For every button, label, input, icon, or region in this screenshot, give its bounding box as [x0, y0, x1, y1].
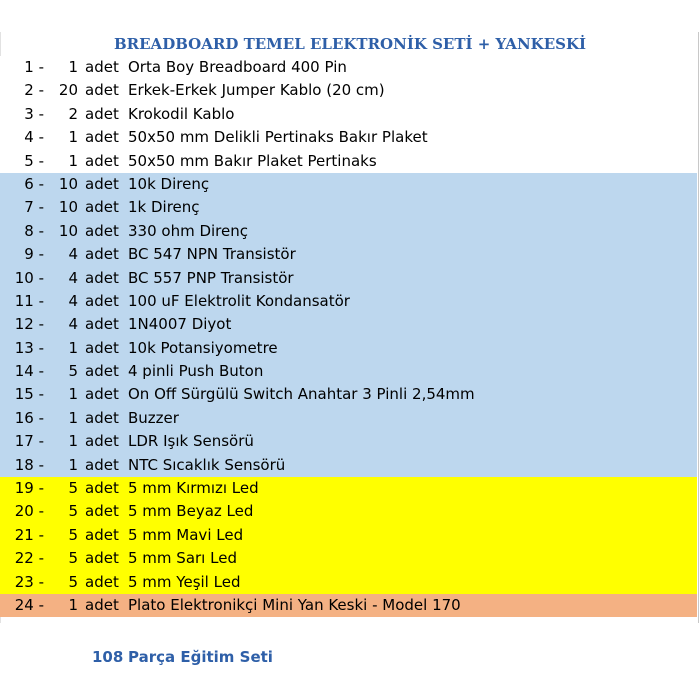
item-number: 19 - — [14, 479, 44, 498]
item-description: Orta Boy Breadboard 400 Pin — [128, 58, 347, 76]
item-unit: adet — [85, 408, 119, 427]
list-item — [0, 196, 697, 219]
item-description: 5 mm Yeşil Led — [128, 572, 241, 591]
item-quantity: 1 — [68, 58, 78, 76]
item-number: 2 - — [24, 81, 44, 100]
item-quantity: 1 — [68, 432, 78, 451]
item-number: 22 - — [14, 549, 44, 568]
item-quantity: 10 — [58, 174, 78, 193]
list-item — [0, 383, 697, 406]
list-item — [0, 150, 697, 173]
item-unit: adet — [85, 174, 119, 193]
item-number: 1 - — [24, 58, 44, 76]
item-number: 8 - — [24, 221, 44, 240]
item-quantity: 1 — [68, 385, 78, 404]
list-item — [0, 430, 697, 453]
list-item — [0, 454, 697, 477]
item-quantity: 1 — [68, 595, 78, 614]
list-item — [0, 594, 697, 617]
item-description: 1k Direnç — [128, 198, 200, 217]
list-item — [0, 79, 697, 102]
item-number: 24 - — [14, 595, 44, 614]
item-description: LDR Işık Sensörü — [128, 432, 254, 451]
item-number: 6 - — [24, 174, 44, 193]
item-quantity: 1 — [68, 455, 78, 474]
item-quantity: 4 — [68, 245, 78, 264]
total-count: 108 — [92, 648, 124, 666]
item-list — [0, 56, 697, 617]
item-number: 16 - — [14, 408, 44, 427]
list-item — [0, 571, 697, 594]
item-quantity: 20 — [58, 81, 78, 100]
item-unit: adet — [85, 595, 119, 614]
item-number: 17 - — [14, 432, 44, 451]
item-description: 5 mm Beyaz Led — [128, 502, 254, 521]
list-item — [0, 337, 697, 360]
item-description: Krokodil Kablo — [128, 104, 235, 123]
item-number: 7 - — [24, 198, 44, 217]
item-description: BC 557 PNP Transistör — [128, 268, 294, 287]
item-unit: adet — [85, 291, 119, 310]
item-description: BC 547 NPN Transistör — [128, 245, 296, 264]
item-description: Buzzer — [128, 408, 179, 427]
item-unit: adet — [85, 81, 119, 100]
item-number: 3 - — [24, 104, 44, 123]
item-number: 20 - — [14, 502, 44, 521]
item-description: 5 mm Kırmızı Led — [128, 479, 259, 498]
item-number: 12 - — [14, 315, 44, 334]
item-number: 18 - — [14, 455, 44, 474]
list-item — [0, 290, 697, 313]
list-item — [0, 103, 697, 126]
item-number: 13 - — [14, 338, 44, 357]
item-unit: adet — [85, 58, 119, 76]
item-description: 330 ohm Direnç — [128, 221, 248, 240]
list-item — [0, 126, 697, 149]
item-unit: adet — [85, 549, 119, 568]
item-unit: adet — [85, 455, 119, 474]
item-unit: adet — [85, 315, 119, 334]
item-description: 50x50 mm Delikli Pertinaks Bakır Plaket — [128, 128, 428, 147]
item-description: On Off Sürgülü Switch Anahtar 3 Pinli 2,54mm — [128, 385, 475, 404]
item-quantity: 5 — [68, 525, 78, 544]
item-unit: adet — [85, 502, 119, 521]
item-description: 5 mm Sarı Led — [128, 549, 237, 568]
list-item — [0, 360, 697, 383]
item-unit: adet — [85, 432, 119, 451]
item-quantity: 4 — [68, 315, 78, 334]
item-unit: adet — [85, 338, 119, 357]
item-number: 9 - — [24, 245, 44, 264]
item-quantity: 1 — [68, 128, 78, 147]
item-quantity: 10 — [58, 198, 78, 217]
item-quantity: 2 — [68, 104, 78, 123]
item-unit: adet — [85, 525, 119, 544]
item-number: 15 - — [14, 385, 44, 404]
list-item — [0, 500, 697, 523]
item-unit: adet — [85, 479, 119, 498]
item-unit: adet — [85, 385, 119, 404]
item-description: 50x50 mm Bakır Plaket Pertinaks — [128, 151, 377, 170]
item-quantity: 10 — [58, 221, 78, 240]
item-description: Erkek-Erkek Jumper Kablo (20 cm) — [128, 81, 385, 100]
item-quantity: 4 — [68, 268, 78, 287]
item-description: 4 pinli Push Buton — [128, 362, 264, 381]
item-quantity: 5 — [68, 502, 78, 521]
item-description: 100 uF Elektrolit Kondansatör — [128, 291, 350, 310]
item-description: Plato Elektronikçi Mini Yan Keski - Model 170 — [128, 595, 461, 614]
item-unit: adet — [85, 198, 119, 217]
item-unit: adet — [85, 104, 119, 123]
item-number: 4 - — [24, 128, 44, 147]
item-number: 11 - — [14, 291, 44, 310]
list-item — [0, 313, 697, 336]
item-description: 10k Potansiyometre — [128, 338, 278, 357]
item-quantity: 5 — [68, 362, 78, 381]
item-quantity: 1 — [68, 408, 78, 427]
list-item — [0, 407, 697, 430]
item-unit: adet — [85, 221, 119, 240]
item-number: 5 - — [24, 151, 44, 170]
list-item — [0, 220, 697, 243]
list-item — [0, 267, 697, 290]
list-item — [0, 243, 697, 266]
item-description: 1N4007 Diyot — [128, 315, 232, 334]
item-unit: adet — [85, 245, 119, 264]
list-item — [0, 477, 697, 500]
item-unit: adet — [85, 362, 119, 381]
item-number: 10 - — [14, 268, 44, 287]
item-quantity: 5 — [68, 479, 78, 498]
item-quantity: 1 — [68, 151, 78, 170]
item-unit: adet — [85, 128, 119, 147]
item-quantity: 1 — [68, 338, 78, 357]
item-description: 5 mm Mavi Led — [128, 525, 244, 544]
item-quantity: 5 — [68, 572, 78, 591]
total-label: Parça Eğitim Seti — [128, 648, 273, 666]
item-description: NTC Sıcaklık Sensörü — [128, 455, 286, 474]
item-number: 21 - — [14, 525, 44, 544]
list-item — [0, 56, 697, 79]
item-quantity: 4 — [68, 291, 78, 310]
list-item — [0, 547, 697, 570]
item-description: 10k Direnç — [128, 174, 210, 193]
page-title: BREADBOARD TEMEL ELEKTRONİK SETİ + YANKESKİ — [113, 35, 587, 53]
item-number: 14 - — [14, 362, 44, 381]
list-item — [0, 173, 697, 196]
item-unit: adet — [85, 151, 119, 170]
list-item — [0, 524, 697, 547]
item-number: 23 - — [14, 572, 44, 591]
item-unit: adet — [85, 268, 119, 287]
item-unit: adet — [85, 572, 119, 591]
item-quantity: 5 — [68, 549, 78, 568]
